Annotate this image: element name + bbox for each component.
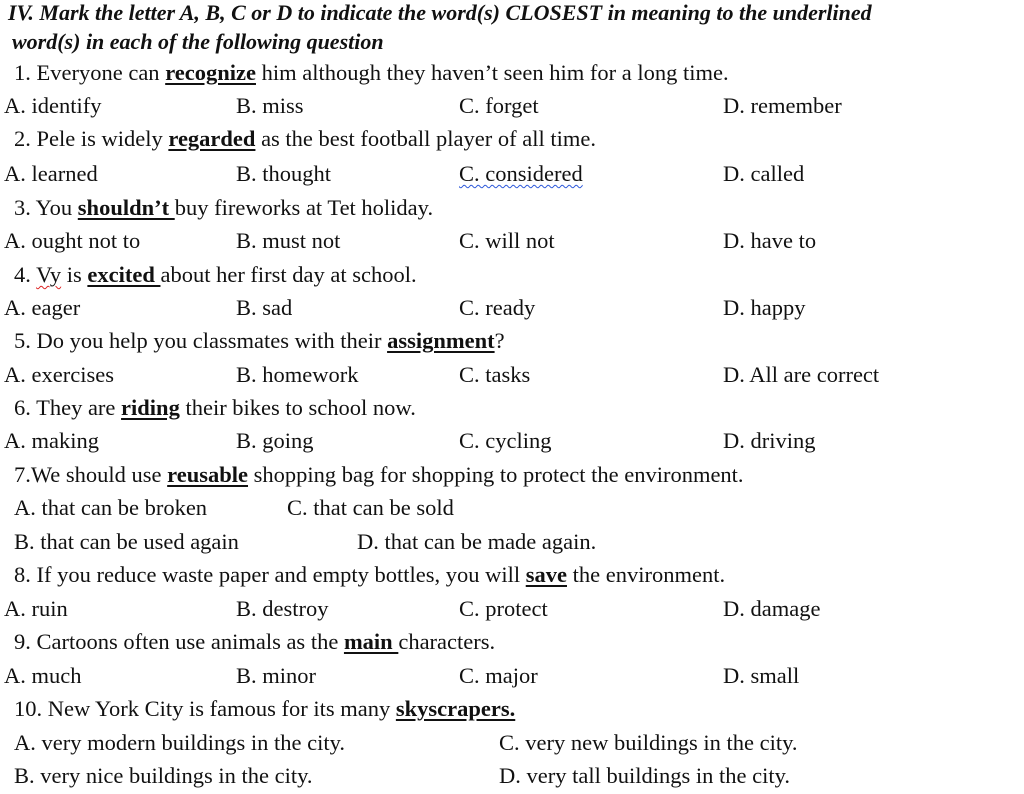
q5-option-a: A. exercises (4, 362, 114, 387)
question-6-keyword: riding (121, 395, 180, 420)
question-9-text-before: 9. Cartoons often use animals as the (14, 629, 344, 654)
question-5-keyword: assignment (387, 328, 495, 353)
q9-option-a: A. much (4, 663, 82, 688)
question-7-options-row-2 (0, 527, 1024, 557)
q1-option-b: B. miss (236, 93, 304, 118)
q8-option-b: B. destroy (236, 596, 329, 621)
question-7-text-before: 7.We should use (14, 462, 168, 487)
q6-option-a: A. making (4, 428, 99, 453)
question-1-text-after: him although they haven’t seen him for a long time. (255, 60, 729, 85)
q8-option-c: C. protect (459, 596, 548, 621)
q7-option-b: B. that can be used again (14, 529, 239, 554)
q4-option-d: D. happy (723, 295, 806, 320)
question-4-number: 4. (14, 262, 37, 287)
question-9-keyword: main (343, 629, 399, 654)
q6-option-d: D. driving (723, 428, 816, 453)
q1-option-d: D. remember (723, 93, 842, 118)
question-1-options (0, 91, 1024, 121)
question-10 (14, 694, 1024, 724)
q8-option-d: D. damage (723, 596, 821, 621)
q9-option-d: D. small (723, 663, 800, 688)
q1-option-c: C. forget (459, 93, 539, 118)
question-1-text-before: 1. Everyone can (14, 60, 166, 85)
question-4 (14, 260, 1024, 290)
question-1 (14, 58, 1024, 88)
q6-option-c: C. cycling (459, 428, 552, 453)
question-2-text-after: as the best football player of all time. (255, 126, 596, 151)
q10-option-a: A. very modern buildings in the city. (14, 730, 345, 755)
question-6-options (0, 426, 1024, 456)
question-5 (14, 326, 1024, 356)
question-4-options (0, 293, 1024, 323)
q2-option-a: A. learned (4, 161, 98, 186)
question-2-keyword: regarded (168, 126, 256, 151)
question-10-text-before: 10. New York City is famous for its many (14, 696, 396, 721)
q5-option-d: D. All are correct (723, 362, 880, 387)
instruction-line-1: IV. Mark the letter A, B, C or D to indicate the word(s) CLOSEST in meaning to the underlined (8, 0, 872, 25)
question-7 (14, 460, 1024, 490)
q8-option-a: A. ruin (4, 596, 68, 621)
question-6-text-before: 6. They are (14, 395, 122, 420)
question-4-text-before: is (61, 262, 88, 287)
question-6 (14, 393, 1024, 423)
question-1-keyword: recognize (165, 60, 256, 85)
question-8 (14, 560, 1024, 590)
q4-option-a: A. eager (4, 295, 81, 320)
question-9-options (0, 661, 1024, 691)
question-6-text-after: their bikes to school now. (179, 395, 416, 420)
question-3-text-after: buy fireworks at Tet holiday. (174, 195, 434, 220)
question-3-text-before: 3. You (14, 195, 78, 220)
question-8-options (0, 594, 1024, 624)
q10-option-b: B. very nice buildings in the city. (14, 763, 313, 788)
q2-option-b: B. thought (236, 161, 332, 186)
q10-option-d: D. very tall buildings in the city. (499, 763, 790, 788)
q7-option-d: D. that can be made again. (357, 529, 597, 554)
q6-option-b: B. going (236, 428, 314, 453)
q5-option-b: B. homework (236, 362, 359, 387)
q4-option-b: B. sad (236, 295, 293, 320)
q5-option-c: C. tasks (459, 362, 531, 387)
question-7-text-after: shopping bag for shopping to protect the environment. (248, 462, 744, 487)
instruction-line-2: word(s) in each of the following question (12, 29, 384, 54)
question-2-text-before: 2. Pele is widely (14, 126, 169, 151)
question-4-name: Vy (36, 262, 62, 287)
question-5-text-after: ? (494, 328, 505, 353)
question-3-options (0, 226, 1024, 256)
q9-option-b: B. minor (236, 663, 317, 688)
q1-option-a: A. identify (4, 93, 102, 118)
q7-option-a: A. that can be broken (14, 495, 208, 520)
q4-option-c: C. ready (459, 295, 536, 320)
question-10-options-row-1 (0, 728, 1024, 758)
question-9-text-after: characters. (398, 629, 496, 654)
question-7-keyword: reusable (167, 462, 249, 487)
question-8-keyword: save (525, 562, 567, 587)
q10-option-c: C. very new buildings in the city. (499, 730, 798, 755)
q2-option-d: D. called (723, 161, 805, 186)
question-10-options-row-2 (0, 761, 1024, 791)
question-5-text-before: 5. Do you help you classmates with their (14, 328, 388, 353)
question-10-keyword: skyscrapers. (395, 696, 516, 721)
q3-option-c: C. will not (459, 228, 555, 253)
question-4-text-after: about her first day at school. (160, 262, 417, 287)
q3-option-a: A. ought not to (4, 228, 141, 253)
q2-option-c: C. considered (459, 161, 583, 186)
question-5-options (0, 360, 1024, 390)
question-3-keyword: shouldn’t (77, 195, 175, 220)
q3-option-b: B. must not (236, 228, 341, 253)
question-8-text-before: 8. If you reduce waste paper and empty bottles, you will (14, 562, 526, 587)
question-7-options-row-1 (0, 493, 1024, 523)
question-4-keyword: excited (87, 262, 161, 287)
question-9 (14, 627, 1024, 657)
question-2-options (0, 159, 1024, 189)
question-3 (14, 193, 1024, 223)
q9-option-c: C. major (459, 663, 538, 688)
q7-option-c: C. that can be sold (287, 495, 454, 520)
question-8-text-after: the environment. (566, 562, 726, 587)
question-2 (14, 124, 1024, 154)
q3-option-d: D. have to (723, 228, 817, 253)
